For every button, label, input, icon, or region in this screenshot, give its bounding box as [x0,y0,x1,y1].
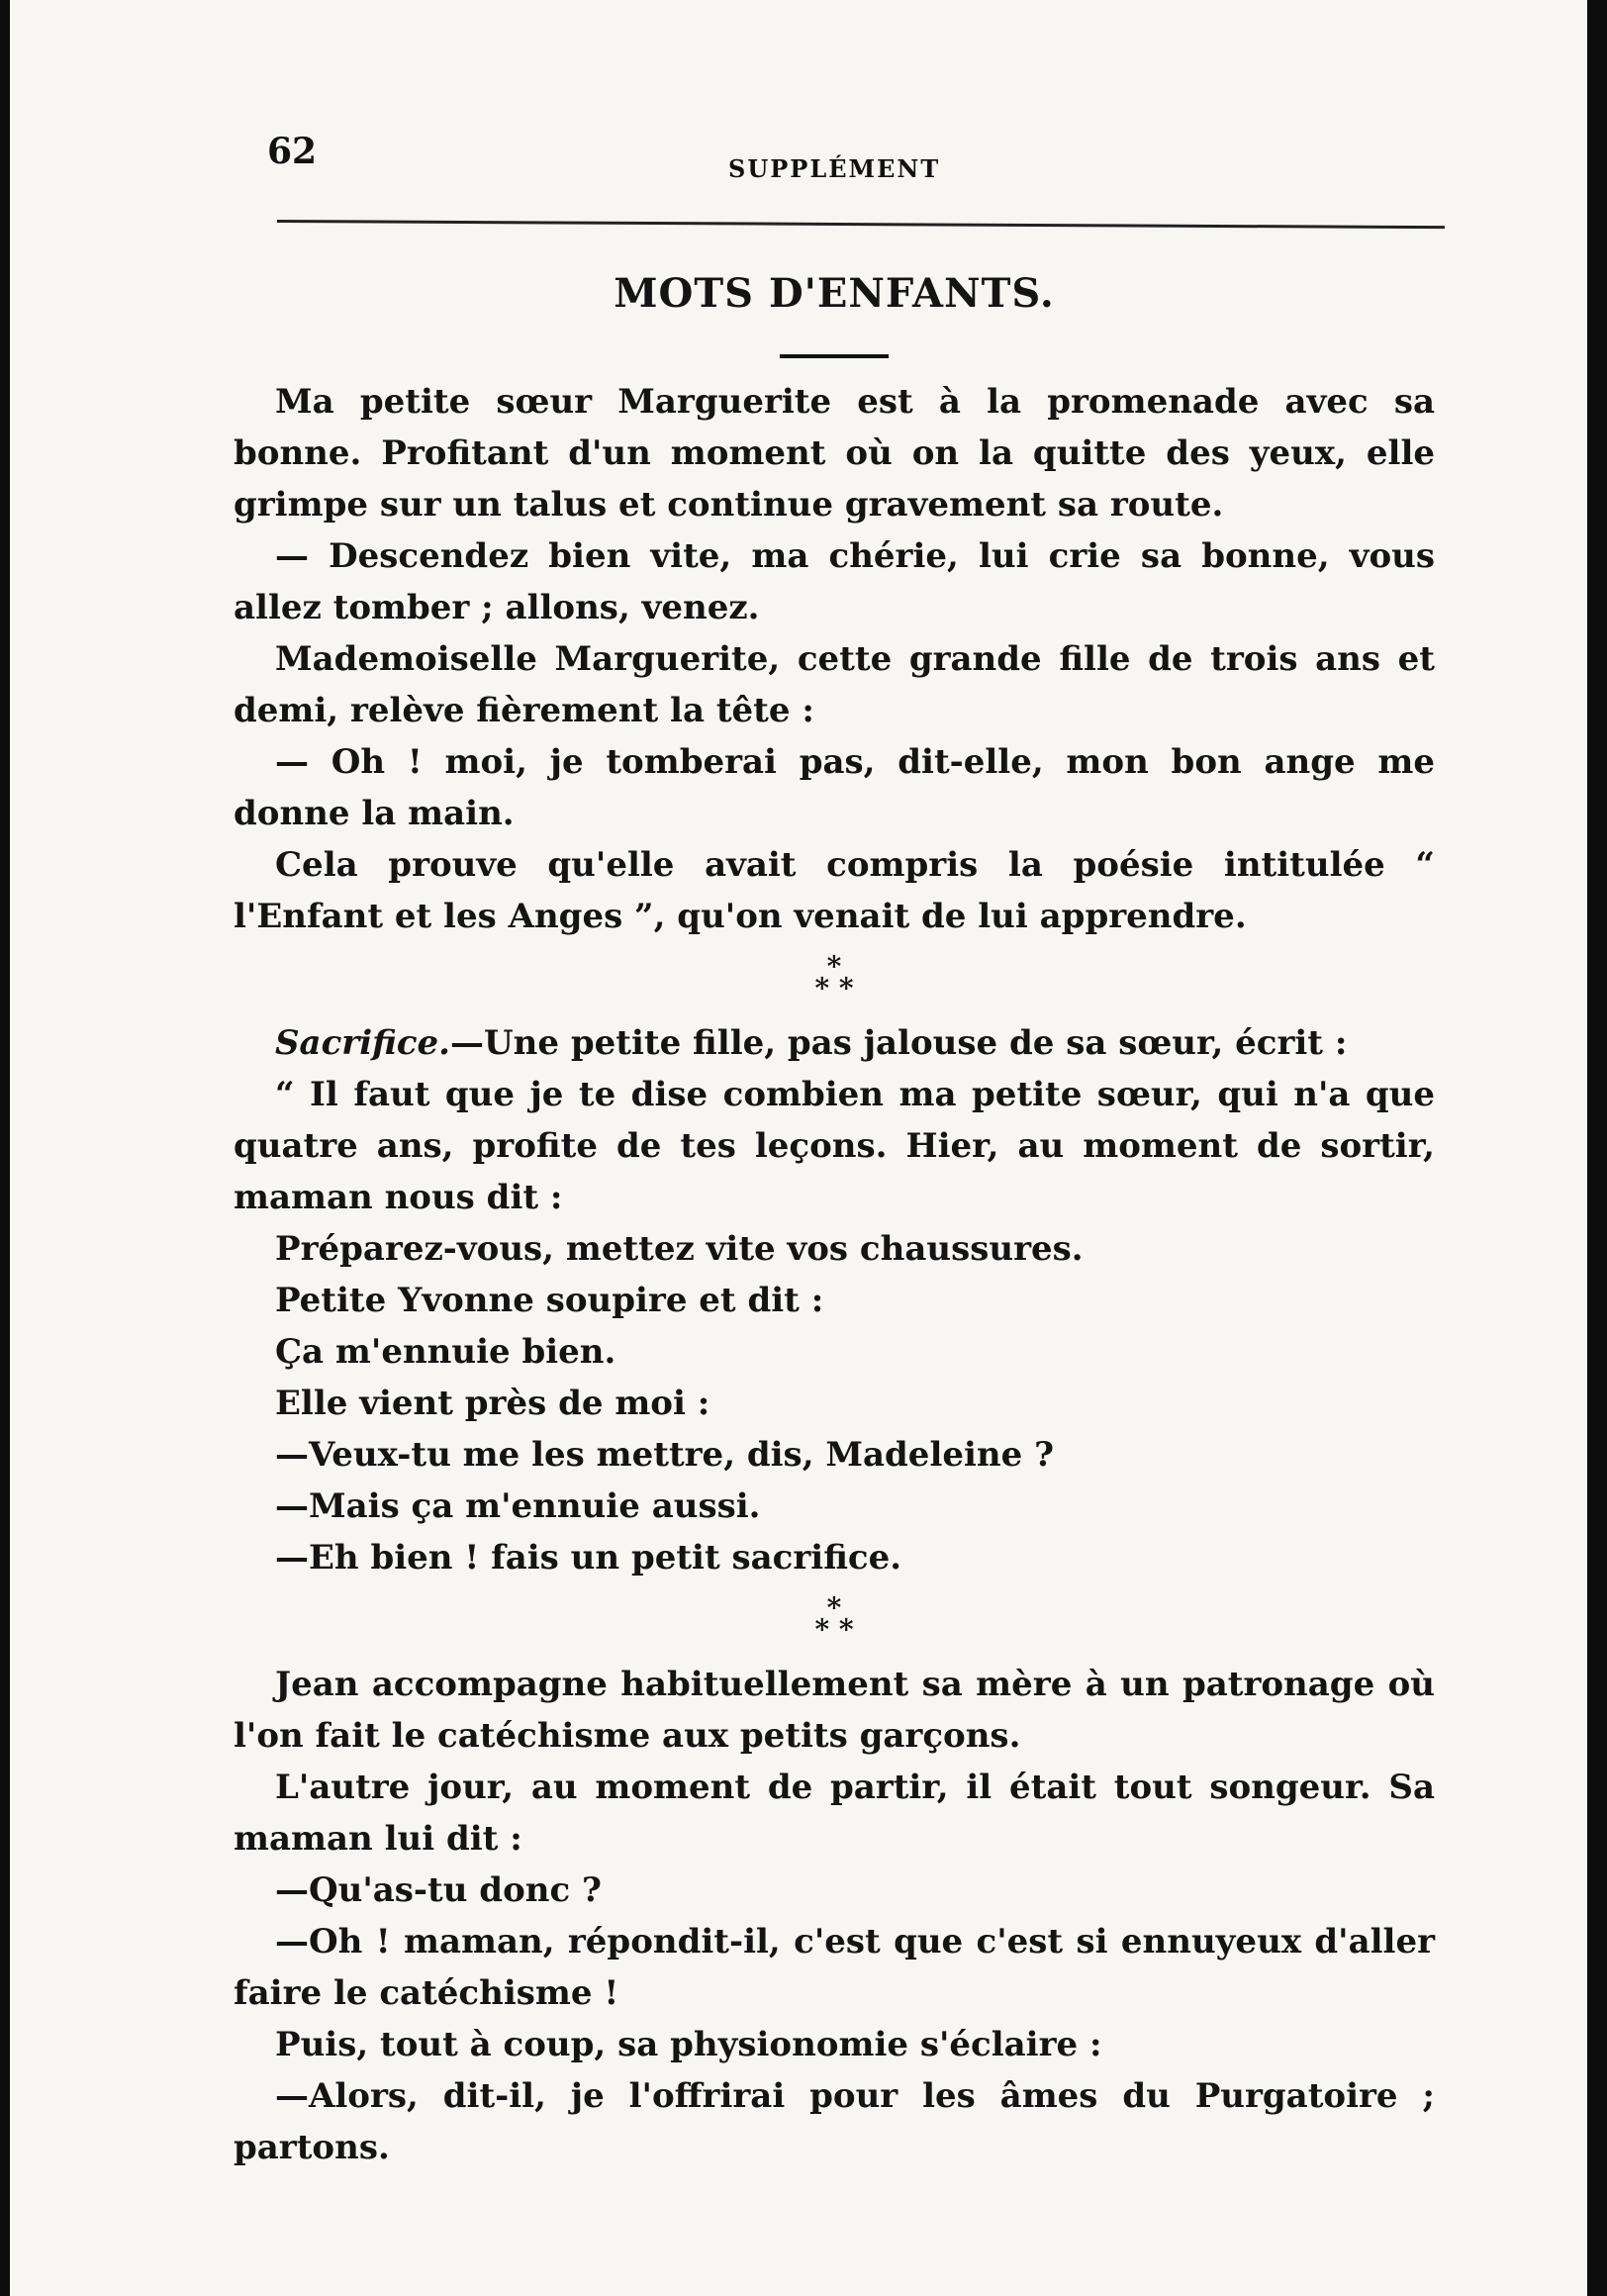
page-number: 62 [267,131,318,172]
scan-left-edge [0,0,10,2296]
dialogue-line: Préparez-vous, mettez vite vos chaussures. [275,1229,1084,1269]
paragraph: —Alors, dit-il, je l'offrirai pour les âmes du Purgatoire ; partons. [234,2076,1435,2167]
sacrifice-lead: —Une petite fille, pas jalouse de sa sœur, écrit : [450,1023,1348,1063]
paragraph: Ma petite sœur Marguerite est à la promenade avec sa bonne. Profitant d'un moment où on la quitte des yeux, elle grimpe sur un talus et continue gravement sa route. [234,382,1435,525]
asterism-stars-pair: * * [814,1613,854,1646]
dialogue-line: —Mais ça m'ennuie aussi. [275,1486,761,1526]
sacrifice-label: Sacrifice. [275,1023,451,1063]
page-header [267,131,1445,190]
paragraph: — Oh ! moi, je tomberai pas, dit-elle, mon bon ange me donne la main. [234,742,1435,833]
paragraph: Mademoiselle Marguerite, cette grande fille de trois ans et demi, relève fièrement la tête : [234,639,1435,730]
asterism-stars-pair: * * [814,972,854,1004]
asterism-divider [234,1591,1435,1646]
asterism-divider [234,950,1435,1004]
paragraph: L'autre jour, au moment de partir, il était tout songeur. Sa maman lui dit : [234,1768,1435,1859]
dialogue-line: —Eh bien ! fais un petit sacrifice. [275,1538,902,1578]
paragraph: “ Il faut que je te dise combien ma petite sœur, qui n'a que quatre ans, profite de tes leçons. Hier, au moment de sortir, maman nous dit : [234,1075,1435,1217]
dialogue-line: Petite Yvonne soupire et dit : [275,1281,824,1320]
dialogue-line: Ça m'ennuie bien. [275,1332,616,1372]
dialogue-line: Elle vient près de moi : [275,1384,710,1423]
paragraph-sacrifice [234,1017,1435,1069]
paragraph: Jean accompagne habituellement sa mère à un patronage où l'on fait le catéchisme aux petits garçons. [234,1665,1435,1756]
scan-right-edge [1587,0,1607,2296]
paragraph: —Qu'as-tu donc ? [275,1870,602,1910]
asterism-star: * [826,1591,842,1624]
paragraph: — Descendez bien vite, ma chérie, lui crie sa bonne, vous allez tomber ; allons, venez. [234,536,1435,627]
article-title: MOTS D'ENFANTS. [614,270,1055,317]
running-head: SUPPLÉMENT [728,154,941,183]
title-rule [780,354,889,358]
asterism-star: * [826,950,842,983]
dialogue-line: —Veux-tu me les mettre, dis, Madeleine ? [275,1435,1055,1475]
paragraph: Puis, tout à coup, sa physionomie s'éclaire : [275,2025,1102,2064]
paragraph: Cela prouve qu'elle avait compris la poésie intitulée “ l'Enfant et les Anges ”, qu'on venait de lui apprendre. [234,845,1435,936]
article-body [234,267,1435,2173]
paragraph: —Oh ! maman, répondit-il, c'est que c'est si ennuyeux d'aller faire le catéchisme ! [234,1922,1435,2013]
